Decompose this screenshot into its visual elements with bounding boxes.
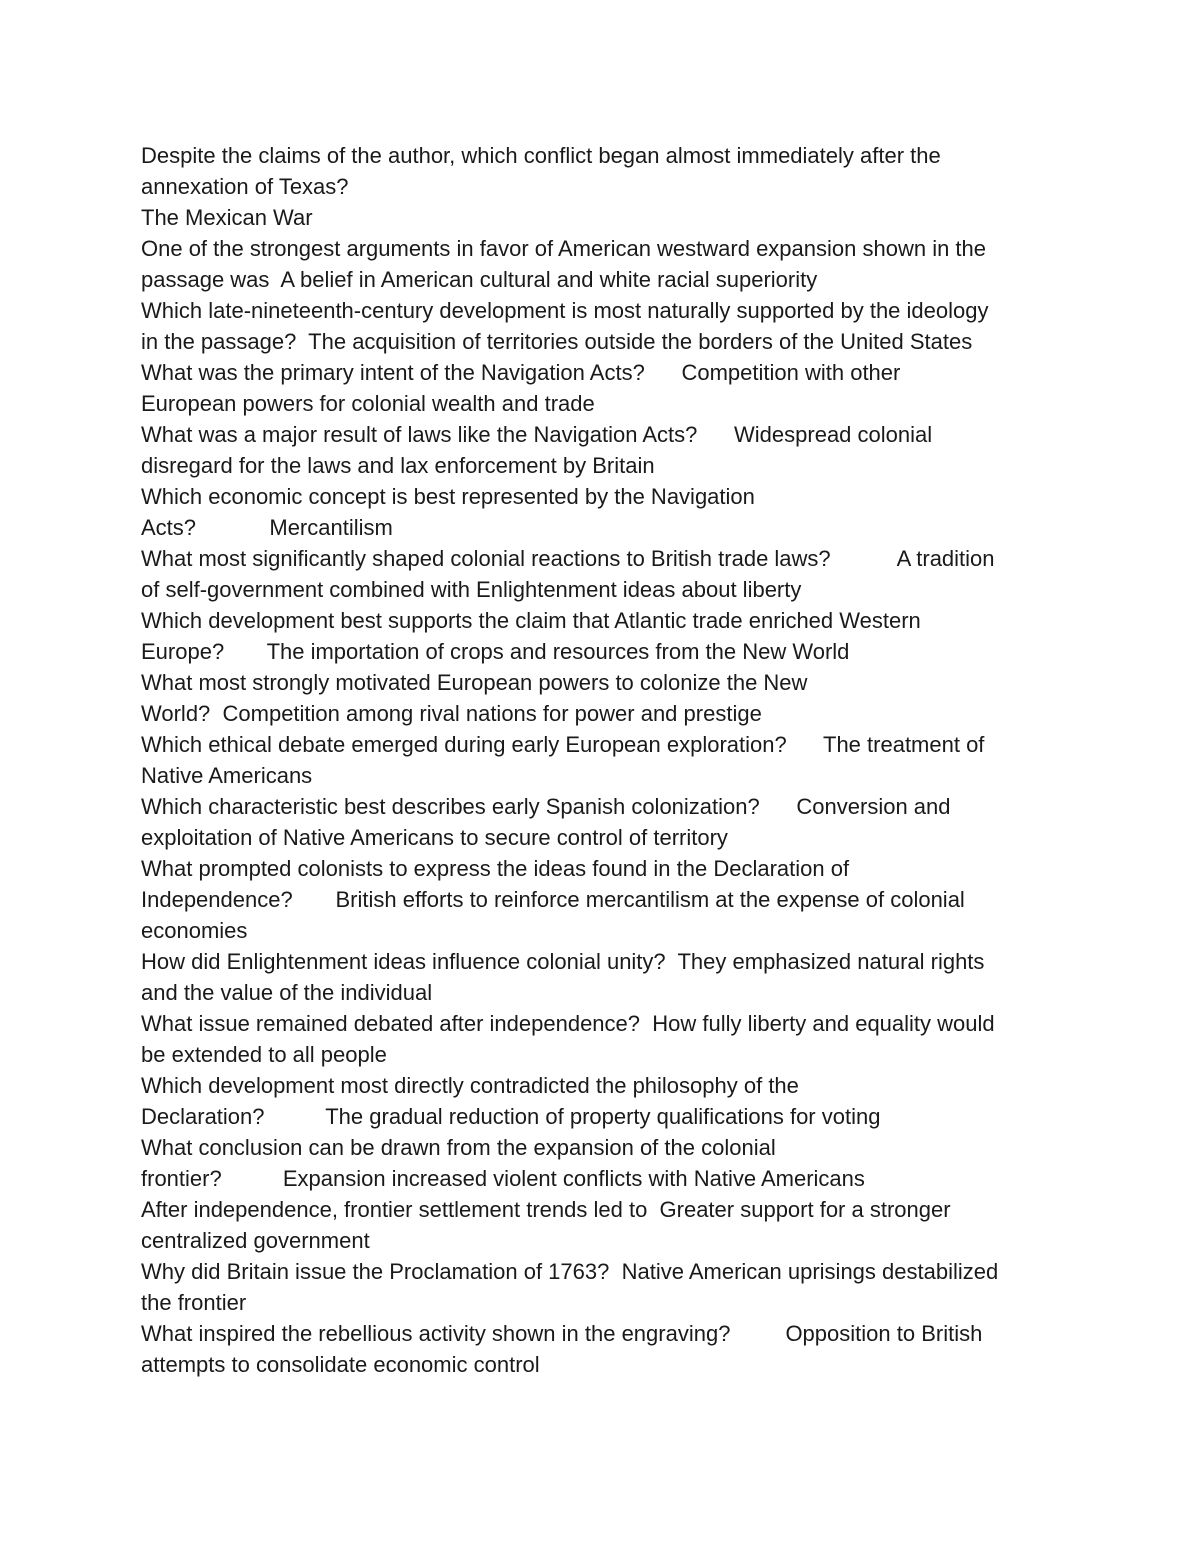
text-line: What prompted colonists to express the ideas found in the Declaration of xyxy=(141,856,850,881)
text-line: economies xyxy=(141,918,248,943)
text-line: How did Enlightenment ideas influence colonial unity? They emphasized natural rights xyxy=(141,949,985,974)
text-line: of self-government combined with Enlightenment ideas about liberty xyxy=(141,577,802,602)
text-line: in the passage? The acquisition of territories outside the borders of the United States xyxy=(141,329,973,354)
text-line: What most strongly motivated European powers to colonize the New xyxy=(141,670,808,695)
text-line: What was a major result of laws like the Navigation Acts? Widespread colonial xyxy=(141,422,933,447)
document-body xyxy=(141,140,1071,1380)
text-line: frontier? Expansion increased violent conflicts with Native Americans xyxy=(141,1166,865,1191)
text-line: After independence, frontier settlement trends led to Greater support for a stronger xyxy=(141,1197,951,1222)
text-line: Which late-nineteenth-century development is most naturally supported by the ideology xyxy=(141,298,989,323)
text-line: and the value of the individual xyxy=(141,980,433,1005)
text-line: What issue remained debated after independence? How fully liberty and equality would xyxy=(141,1011,995,1036)
text-line: Which development best supports the claim that Atlantic trade enriched Western xyxy=(141,608,921,633)
text-line: annexation of Texas? xyxy=(141,174,349,199)
text-line: Why did Britain issue the Proclamation of 1763? Native American uprisings destabilized xyxy=(141,1259,999,1284)
text-line: What inspired the rebellious activity shown in the engraving? Opposition to British xyxy=(141,1321,983,1346)
text-line: Acts? Mercantilism xyxy=(141,515,393,540)
text-line: attempts to consolidate economic control xyxy=(141,1352,540,1377)
text-line: passage was A belief in American cultural and white racial superiority xyxy=(141,267,818,292)
text-line: The Mexican War xyxy=(141,205,313,230)
text-line: World? Competition among rival nations for power and prestige xyxy=(141,701,762,726)
text-line: Declaration? The gradual reduction of property qualifications for voting xyxy=(141,1104,881,1129)
text-line: centralized government xyxy=(141,1228,370,1253)
text-line: Native Americans xyxy=(141,763,313,788)
text-line: exploitation of Native Americans to secure control of territory xyxy=(141,825,728,850)
text-line: One of the strongest arguments in favor of American westward expansion shown in the xyxy=(141,236,987,261)
text-line: Despite the claims of the author, which conflict began almost immediately after the xyxy=(141,143,941,168)
text-line: be extended to all people xyxy=(141,1042,387,1067)
text-line: What most significantly shaped colonial reactions to British trade laws? A tradition xyxy=(141,546,995,571)
text-line: the frontier xyxy=(141,1290,247,1315)
text-line: disregard for the laws and lax enforcement by Britain xyxy=(141,453,655,478)
text-line: European powers for colonial wealth and trade xyxy=(141,391,595,416)
text-line: Europe? The importation of crops and resources from the New World xyxy=(141,639,850,664)
text-line: Which economic concept is best represented by the Navigation xyxy=(141,484,755,509)
text-line: Which characteristic best describes early Spanish colonization? Conversion and xyxy=(141,794,951,819)
text-line: Independence? British efforts to reinforce mercantilism at the expense of colonial xyxy=(141,887,965,912)
text-line: Which development most directly contradicted the philosophy of the xyxy=(141,1073,799,1098)
text-line: Which ethical debate emerged during early European exploration? The treatment of xyxy=(141,732,985,757)
text-line: What was the primary intent of the Navigation Acts? Competition with other xyxy=(141,360,901,385)
text-line: What conclusion can be drawn from the expansion of the colonial xyxy=(141,1135,776,1160)
